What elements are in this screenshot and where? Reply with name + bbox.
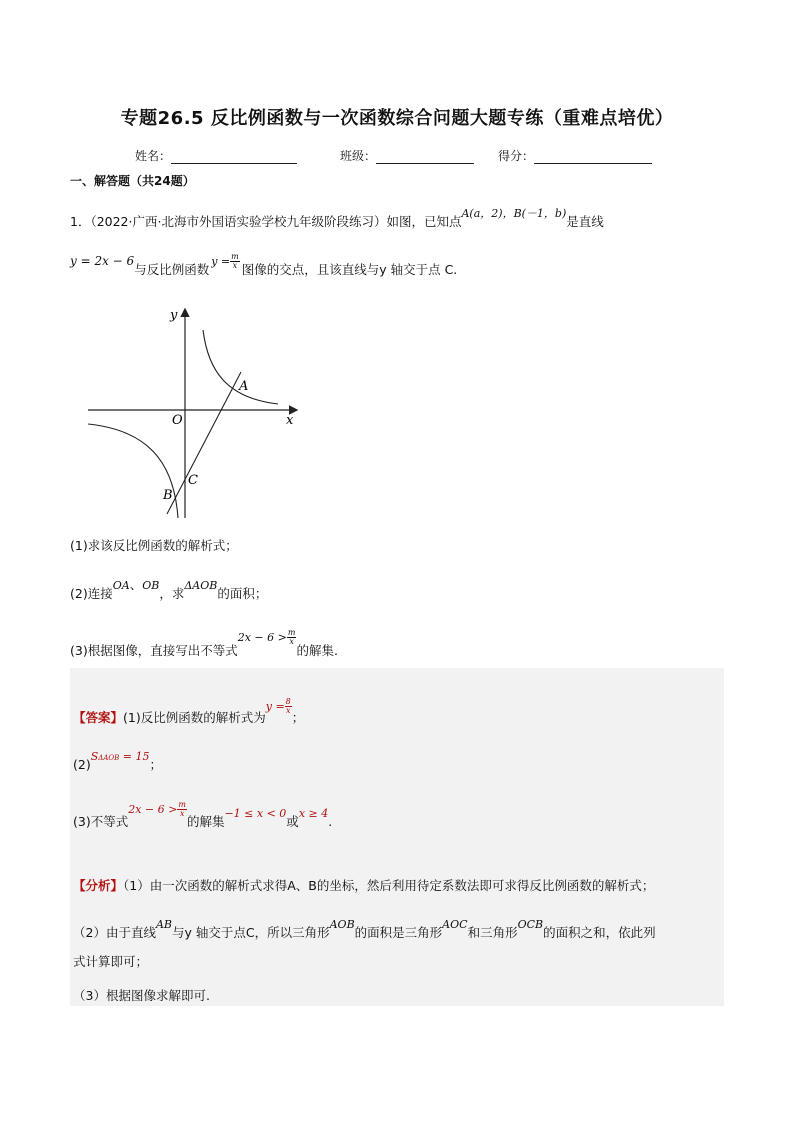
analysis-p2-and: 和三角形 — [467, 925, 518, 940]
section-header: 一、解答题（共24题） — [70, 174, 195, 188]
analysis-line-3: （3）根据图像求解即可. — [73, 988, 210, 1003]
question-line-1 — [70, 207, 604, 230]
inverse-lhs: y = — [211, 255, 231, 268]
inverse-num: m — [231, 252, 239, 261]
score-label: 得分： — [498, 149, 535, 163]
answer-2-val: = 15 — [119, 750, 150, 763]
line2-mid: 与反比例函数 — [134, 262, 210, 277]
point-b: B(－1，b) — [513, 207, 567, 220]
answer-1-num: 8 — [285, 697, 291, 706]
part3-den: x — [289, 637, 294, 646]
function-graph — [86, 300, 306, 522]
answer-2-end: ； — [149, 757, 162, 772]
part3-pre: (3)根据图像，直接写出不等式 — [70, 643, 238, 658]
part2-end: 的面积； — [217, 586, 268, 601]
x-axis-label: x — [286, 413, 294, 428]
score-field — [498, 147, 652, 164]
part3-inequality — [238, 629, 297, 646]
answer-1-pre: (1)反比例函数的解析式为 — [123, 710, 266, 725]
answer-3-den: x — [179, 809, 185, 818]
class-blank — [376, 151, 474, 164]
answer-3-range-1: −1 ≤ x < 0 — [224, 807, 287, 820]
answer-1-end: ； — [291, 710, 305, 725]
analysis-p1: （1）由一次函数的解析式求得A、B的坐标，然后利用待定系数法即可求得反比例函数的解析式； — [123, 878, 655, 893]
analysis-label: 【分析】 — [73, 878, 124, 893]
question-number: 1． — [70, 214, 91, 229]
answer-line-2 — [73, 750, 162, 773]
answer-2-pre: (2) — [73, 757, 91, 772]
name-field — [135, 147, 297, 164]
triangle-aob: ΔAOB — [184, 579, 218, 592]
point-a: A(a，2) — [461, 207, 503, 220]
question-source: （2022·广西·北海市外国语实验学校九年级阶段练习）如图，已知点 — [90, 214, 462, 229]
answer-1-expr — [266, 698, 292, 715]
analysis-p2-pre: （2）由于直线 — [73, 925, 156, 940]
analysis-p2-end: 的面积之和，依此列 — [543, 925, 656, 940]
linear-function-line — [167, 372, 241, 514]
answer-3-ineq — [128, 801, 187, 818]
line-equation: y = 2x − 6 — [70, 254, 135, 268]
part3-fraction — [287, 629, 297, 646]
analysis-p2-mid: 与y 轴交于点C，所以三角形 — [172, 925, 330, 940]
class-label: 班级： — [340, 149, 377, 163]
question-part-1: (1)求该反比例函数的解析式； — [70, 538, 238, 553]
hyperbola-branch-2 — [88, 424, 178, 518]
origin-label: O — [172, 413, 183, 428]
y-axis-label: y — [170, 308, 178, 323]
name-blank — [171, 151, 297, 164]
answer-3-or: 或 — [286, 814, 299, 829]
part3-num: m — [287, 628, 296, 637]
score-blank — [534, 151, 652, 164]
answer-1-lhs: y = — [265, 700, 285, 713]
answer-2-sub: ΔAOB — [98, 754, 120, 762]
question-part-2 — [70, 577, 268, 602]
point-b-label: B — [163, 488, 173, 503]
part2-mid: ，求 — [159, 586, 185, 601]
analysis-p2-mid2: 的面积是三角形 — [354, 925, 443, 940]
answer-1-den: x — [285, 706, 291, 715]
answer-line-3 — [73, 800, 333, 831]
point-c-label: C — [188, 473, 198, 488]
answer-3-fraction — [177, 801, 187, 818]
answer-1-fraction — [285, 698, 292, 715]
analysis-ab: AB — [155, 918, 172, 931]
answer-3-pre: (3)不等式 — [73, 814, 129, 829]
answer-3-range-2: x ≥ 4 — [298, 807, 329, 820]
part3-ineq-lhs: 2x − 6 > — [237, 631, 287, 644]
analysis-line-2 — [73, 918, 656, 941]
name-label: 姓名： — [135, 149, 172, 163]
analysis-aob: AOB — [329, 918, 355, 931]
question-part-3 — [70, 628, 338, 660]
inverse-fraction — [230, 253, 240, 270]
answer-3-end: . — [328, 814, 333, 829]
analysis-line-2-cont: 式计算即可； — [73, 954, 149, 969]
answer-line-1 — [73, 697, 305, 727]
answer-label: 【答案】 — [73, 710, 124, 725]
part2-sep: 、 — [129, 577, 143, 592]
answer-3-lhs: 2x − 6 > — [128, 803, 178, 816]
answer-2-s: S — [90, 750, 99, 763]
point-a-label: A — [239, 379, 249, 394]
answer-3-mid: 的解集 — [186, 814, 225, 829]
line2-end: 图像的交点，且该直线与y 轴交于点 C. — [241, 262, 458, 277]
analysis-aoc: AOC — [442, 918, 468, 931]
inverse-function — [211, 253, 240, 270]
part3-end: 的解集. — [296, 643, 338, 658]
part2-pre: (2)连接 — [70, 586, 113, 601]
question-line-2 — [70, 252, 458, 279]
after-points: 是直线 — [566, 214, 604, 229]
analysis-line-1 — [73, 876, 654, 894]
page-title: 专题26.5 反比例函数与一次函数综合问题大题专练（重难点培优） — [120, 108, 674, 129]
answer-3-num: m — [178, 800, 186, 809]
answer-2-expr — [91, 748, 150, 763]
point-sep: ， — [502, 207, 514, 220]
class-field — [340, 147, 474, 164]
analysis-ocb: OCB — [517, 918, 544, 931]
segment-ob: OB — [142, 579, 160, 592]
inverse-den: x — [232, 261, 238, 270]
segment-oa: OA — [112, 579, 130, 592]
